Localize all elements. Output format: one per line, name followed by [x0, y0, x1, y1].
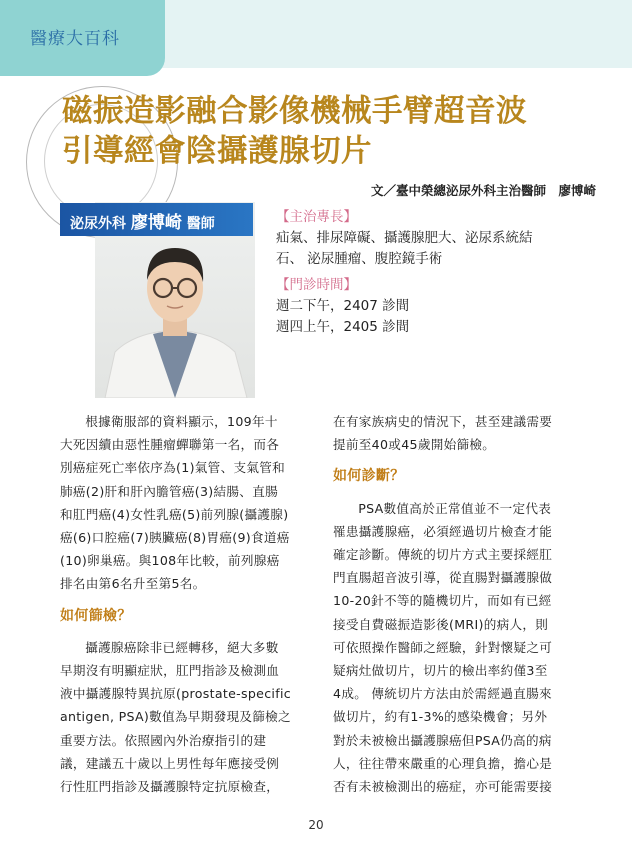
body-line: 議，建議五十歲以上男性每年應接受例 — [60, 755, 280, 771]
clinic-heading: 【門診時間】 — [276, 277, 357, 293]
specialty-heading: 【主治專長】 — [276, 209, 357, 225]
author-dept: 泌尿外科 — [70, 216, 126, 232]
body-line: 攝護腺癌除非已經轉移，絕大多數 — [85, 639, 279, 655]
specialty-line: 石、 泌尿腫瘤、腹腔鏡手術 — [276, 251, 443, 267]
clinic-line: 週四上午，2405 診間 — [276, 319, 410, 335]
body-line: 和肛門癌(4)女性乳癌(5)前列腺(攝護腺) — [60, 506, 289, 522]
body-line: 對於未被檢出攝護腺癌但PSA仍高的病 — [333, 732, 552, 748]
body-line: 門直腸超音波引導，從直腸對攝護腺做 — [333, 570, 553, 586]
body-line: 提前至40或45歲開始篩檢。 — [333, 437, 496, 453]
body-line: 在有家族病史的情況下，甚至建議需要 — [333, 414, 553, 429]
body-line: 別癌症死亡率依序為(1)氣管、支氣管和 — [60, 460, 286, 476]
body-line: 根據衛服部的資料顯示，109年十 — [85, 414, 278, 429]
body-line: 10-20針不等的隨機切片，而如有已經 — [333, 593, 552, 609]
author-info — [276, 207, 586, 338]
clinic-line: 週二下午，2407 診間 — [276, 298, 410, 314]
page-number: 20 — [308, 818, 324, 832]
body-line: 做切片，約有1-3%的感染機會；另外 — [333, 709, 548, 725]
body-line: 罹患攝護腺癌，必須經過切片檢查才能 — [333, 523, 553, 539]
body-line: 人，往往帶來嚴重的心理負擔，擔心是 — [333, 755, 553, 771]
body-line: 4成。 傳統切片方法由於需經過直腸來 — [333, 686, 552, 702]
right-column — [333, 410, 577, 798]
body-line: 可依照操作醫師之經驗，針對懷疑之可 — [333, 639, 553, 655]
author-name — [70, 208, 215, 233]
body-line: (10)卵巢癌。與108年比較，前列腺癌 — [60, 553, 280, 569]
author-role: 醫師 — [186, 216, 215, 232]
byline: 文／臺中榮總泌尿外科主治醫師 廖博崎 — [370, 183, 596, 198]
specialty-line: 疝氣、排尿障礙、攝護腺肥大、泌尿系統結 — [276, 230, 533, 246]
body-line: 疑病灶做切片，切片的檢出率約僅3至 — [333, 663, 548, 679]
body-line: 大死因續由惡性腫瘤蟬聯第一名，而各 — [60, 437, 280, 453]
body-line: 排名由第6名升至第5名。 — [60, 576, 206, 592]
body-line: 液中攝護腺特異抗原(prostate-specific — [60, 686, 291, 702]
body-line: 確定診斷。傳統的切片方式主要採經肛 — [333, 547, 553, 563]
body-line: 重要方法。依照國內外治療指引的建 — [60, 732, 267, 748]
body-line: 否有未被檢測出的癌症，亦可能需要接 — [333, 779, 553, 795]
left-column — [60, 410, 304, 798]
section-label: 醫療大百科 — [30, 29, 120, 49]
body-line: 行性肛門指診及攝護腺特定抗原檢查， — [60, 779, 280, 795]
section-heading-diagnosis: 如何診斷？ — [333, 468, 405, 485]
body-line: PSA數值高於正常值並不一定代表 — [358, 500, 552, 516]
title-line-1: 磁振造影融合影像機械手臂超音波 — [62, 93, 527, 129]
article-title — [62, 91, 607, 171]
title-line-2: 引導經會陰攝護腺切片 — [62, 133, 372, 169]
body-line: 早期沒有明顯症狀，肛門指診及檢測血 — [60, 663, 280, 679]
body-line: 癌(6)口腔癌(7)胰臟癌(8)胃癌(9)食道癌 — [60, 530, 290, 546]
section-heading-screening: 如何篩檢？ — [60, 607, 132, 624]
body-line: 肺癌(2)肝和肝內膽管癌(3)結腸、直腸 — [60, 483, 278, 499]
body-line: 接受自費磁振造影後(MRI)的病人，則 — [333, 616, 549, 632]
author-name-main: 廖博崎 — [130, 213, 182, 233]
body-line: antigen, PSA)數值為早期發現及篩檢之 — [60, 709, 291, 725]
